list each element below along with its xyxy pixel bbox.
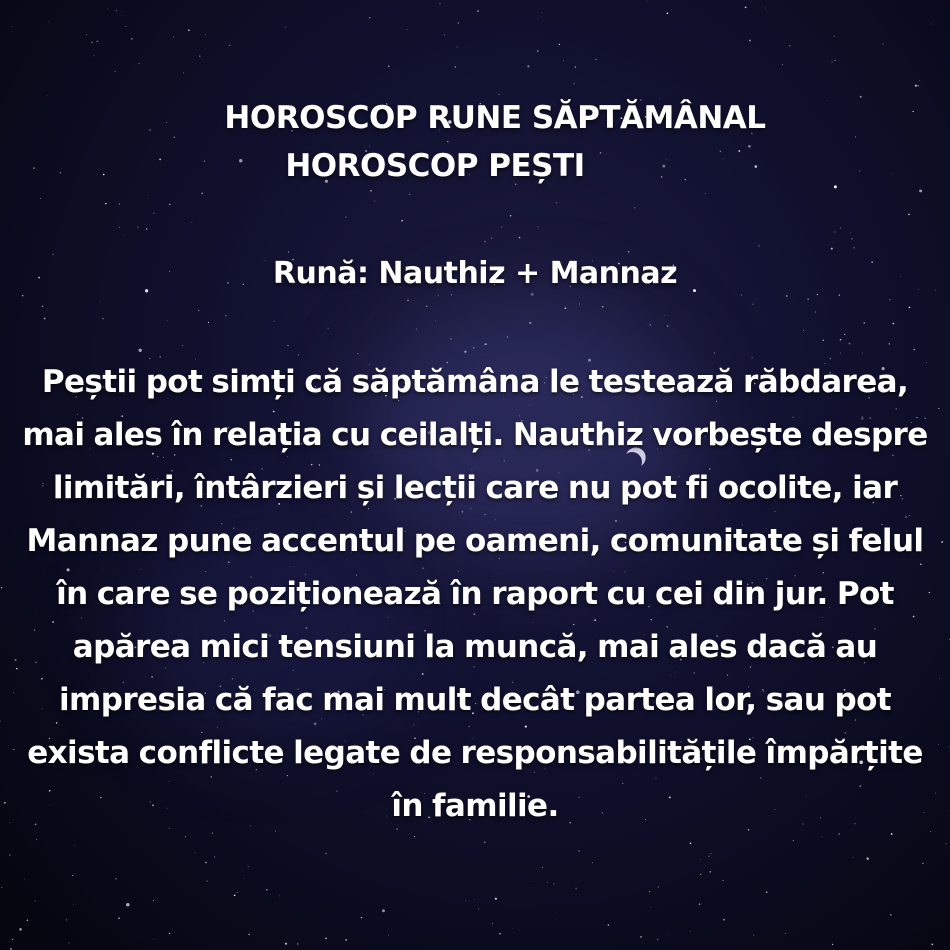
- rune-label: Rună: Nauthiz + Mannaz: [272, 256, 678, 291]
- page-title: HOROSCOP RUNE SĂPTĂMÂNAL: [224, 100, 766, 136]
- page-subtitle: HOROSCOP PEȘTI: [285, 148, 585, 184]
- horoscope-paragraph: Peștii pot simți că săptămâna le testează răbdarea, mai ales în relația cu ceilalți. Nauthiz vorbește despre limitări, întârzieri și lecții care nu pot fi ocolite, iar Mannaz pune accentul pe oameni, comunitate și felul în care se poziționează în raport cu cei din jur. Pot apărea mici tensiuni la muncă, mai ales dacă au impresia că fac mai mult decât partea lor, sau pot exista conflicte legate de responsabilitățile împărțite în familie.: [22, 364, 928, 824]
